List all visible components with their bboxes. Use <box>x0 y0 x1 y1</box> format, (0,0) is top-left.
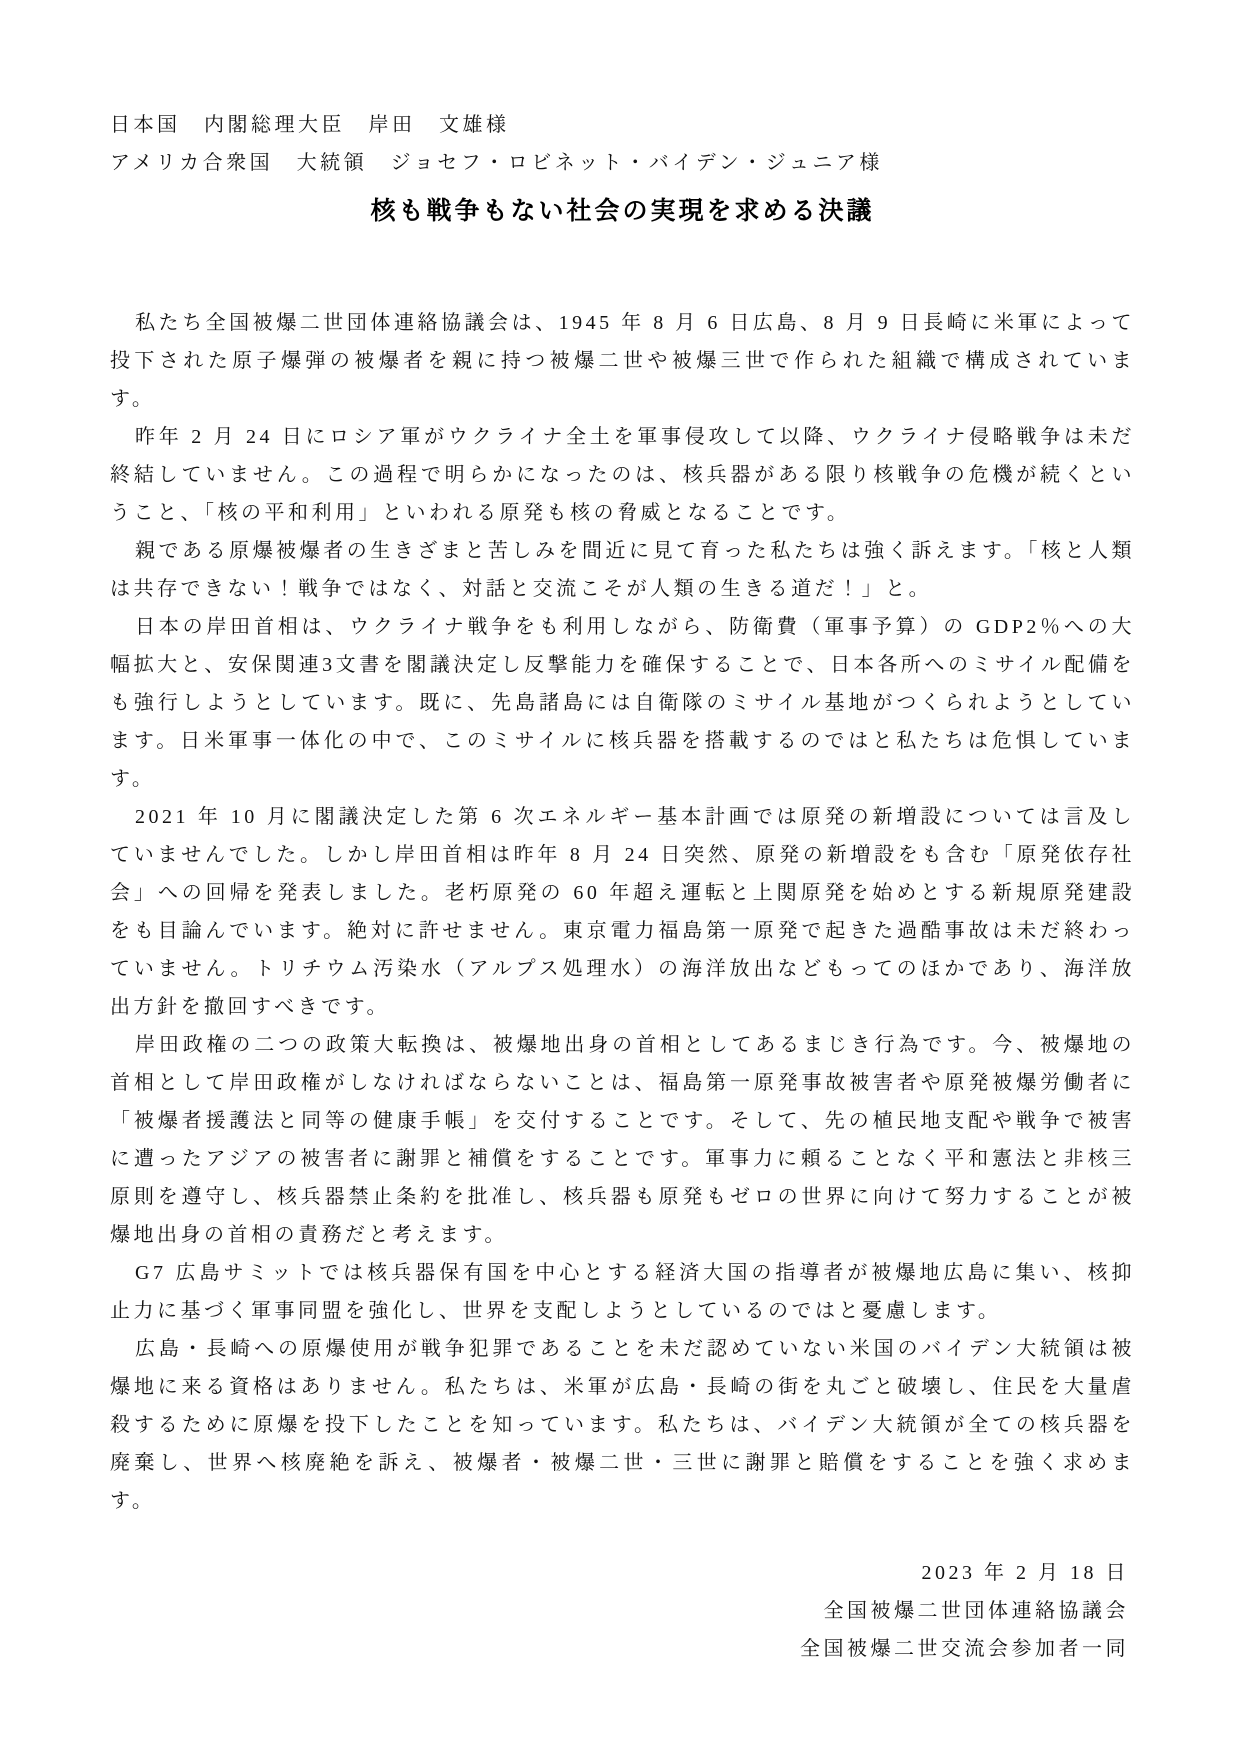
document-title: 核も戦争もない社会の実現を求める決議 <box>370 198 875 225</box>
signature-line-org: 全国被爆二世団体連絡協議会 <box>823 1600 1129 1622</box>
body-paragraph: 広島・長崎への原爆使用が戦争犯罪であることを未だ認めていない米国のバイデン大統領は被爆地に来る資格はありません。私たちは、米軍が広島・長崎の街を丸ごと破壊し、住民を大量虐殺するために原爆を投下したことを知っています。私たちは、バイデン大統領が全ての核兵器を廃棄し、世界へ核廃絶を訴え、被爆者・被爆二世・三世に謝罪と賠償をすることを強く求めます。 <box>110 1338 1135 1512</box>
document-body <box>110 304 1135 1520</box>
date-line: 2023 年 2 月 18 日 <box>921 1562 1129 1584</box>
body-paragraph: 親である原爆被爆者の生きざまと苦しみを間近に見て育った私たちは強く訴えます。「核と人類は共存できない！戦争ではなく、対話と交流こそが人類の生きる道だ！」と。 <box>110 540 1135 600</box>
signature-line-participants: 全国被爆二世交流会参加者一同 <box>800 1638 1129 1660</box>
body-paragraph: 昨年 2 月 24 日にロシア軍がウクライナ全土を軍事侵攻して以降、ウクライナ侵略戦争は未だ終結していません。この過程で明らかになったのは、核兵器がある限り核戦争の危機が続くということ、「核の平和利用」といわれる原発も核の脅威となることです。 <box>110 426 1135 524</box>
body-paragraph: 日本の岸田首相は、ウクライナ戦争をも利用しながら、防衛費（軍事予算）の GDP2％への大幅拡大と、安保関連3文書を閣議決定し反撃能力を確保することで、日本各所へのミサイル配備をも強行しようとしています。既に、先島諸島には自衛隊のミサイル基地がつくられようとしています。日米軍事一体化の中で、このミサイルに核兵器を搭載するのではと私たちは危惧しています。 <box>110 616 1135 790</box>
body-paragraph: 岸田政権の二つの政策大転換は、被爆地出身の首相としてあるまじき行為です。今、被爆地の首相として岸田政権がしなければならないことは、福島第一原発事故被害者や原発被爆労働者に「被爆者援護法と同等の健康手帳」を交付することです。そして、先の植民地支配や戦争で被害に遭ったアジアの被害者に謝罪と補償をすることです。軍事力に頼ることなく平和憲法と非核三原則を遵守し、核兵器禁止条約を批准し、核兵器も原発もゼロの世界に向けて努力することが被爆地出身の首相の責務だと考えます。 <box>110 1034 1135 1246</box>
body-paragraph: 私たち全国被爆二世団体連絡協議会は、1945 年 8 月 6 日広島、8 月 9 日長崎に米軍によって投下された原子爆弾の被爆者を親に持つ被爆二世や被爆三世で作られた組織で構成されています。 <box>110 312 1135 410</box>
recipient-line-us-president: アメリカ合衆国 大統領 ジョセフ・ロビネット・バイデン・ジュニア様 <box>110 152 883 174</box>
body-paragraph: 2021 年 10 月に閣議決定した第 6 次エネルギー基本計画では原発の新増設については言及していませんでした。しかし岸田首相は昨年 8 月 24 日突然、原発の新増設をも含む「原発依存社会」への回帰を発表しました。老朽原発の 60 年超え運転と上関原発を始めとする新規原発建設をも目論んでいます。絶対に許せません。東京電力福島第一原発で起きた過酷事故は未だ終わっていません。トリチウム汚染水（アルプス処理水）の海洋放出などもってのほかであり、海洋放出方針を撤回すべきです。 <box>110 806 1135 1018</box>
body-paragraph: G7 広島サミットでは核兵器保有国を中心とする経済大国の指導者が被爆地広島に集い、核抑止力に基づく軍事同盟を強化し、世界を支配しようとしているのではと憂慮します。 <box>110 1262 1135 1322</box>
recipient-block <box>110 106 1135 182</box>
signature-block <box>110 1554 1135 1668</box>
recipient-line-japan-pm: 日本国 内閣総理大臣 岸田 文雄様 <box>110 114 510 136</box>
